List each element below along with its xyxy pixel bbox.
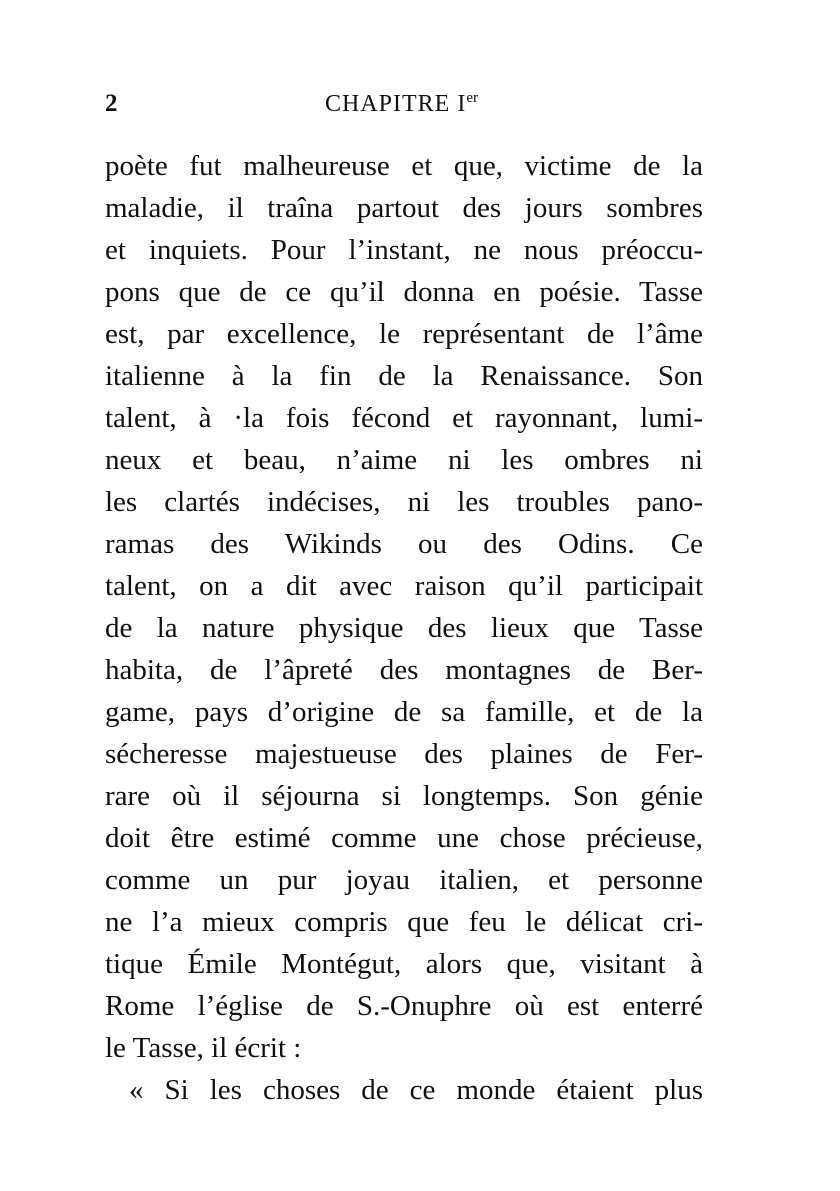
text-line: pons que de ce qu’il donna en poésie. Tasse (105, 276, 703, 308)
text-line: sécheresse majestueuse des plaines de Fer- (105, 738, 703, 770)
text-line: habita, de l’âpreté des montagnes de Ber- (105, 654, 703, 686)
page-header (105, 90, 705, 130)
text-line: et inquiets. Pour l’instant, ne nous préoccu- (105, 234, 703, 266)
page-number: 2 (105, 90, 118, 117)
chapter-title: CHAPITRE I (325, 91, 467, 117)
chapter-suffix: er (466, 90, 478, 106)
text-line: italienne à la fin de la Renaissance. Son (105, 360, 703, 392)
text-line: neux et beau, n’aime ni les ombres ni (105, 444, 703, 476)
body-text (105, 145, 703, 1111)
text-line: talent, à ·la fois fécond et rayonnant, lumi- (105, 402, 703, 434)
running-head (325, 90, 478, 118)
text-line: poète fut malheureuse et que, victime de la (105, 150, 703, 182)
text-line: le Tasse, il écrit : (105, 1032, 302, 1064)
text-line: ne l’a mieux compris que feu le délicat cri- (105, 906, 703, 938)
text-line: les clartés indécises, ni les troubles pano- (105, 486, 703, 518)
text-line: doit être estimé comme une chose précieuse, (105, 822, 703, 854)
text-line: de la nature physique des lieux que Tasse (105, 612, 703, 644)
text-line: est, par excellence, le représentant de l’âme (105, 318, 703, 350)
text-line: tique Émile Montégut, alors que, visitant à (105, 948, 703, 980)
text-line: game, pays d’origine de sa famille, et de la (105, 696, 703, 728)
text-line: maladie, il traîna partout des jours sombres (105, 192, 703, 224)
text-line: comme un pur joyau italien, et personne (105, 864, 703, 896)
text-line: ramas des Wikinds ou des Odins. Ce (105, 528, 703, 560)
text-line: « Si les choses de ce monde étaient plus (129, 1074, 703, 1106)
text-line: rare où il séjourna si longtemps. Son génie (105, 780, 703, 812)
text-line: Rome l’église de S.-Onuphre où est enterré (105, 990, 703, 1022)
text-line: talent, on a dit avec raison qu’il participait (105, 570, 703, 602)
